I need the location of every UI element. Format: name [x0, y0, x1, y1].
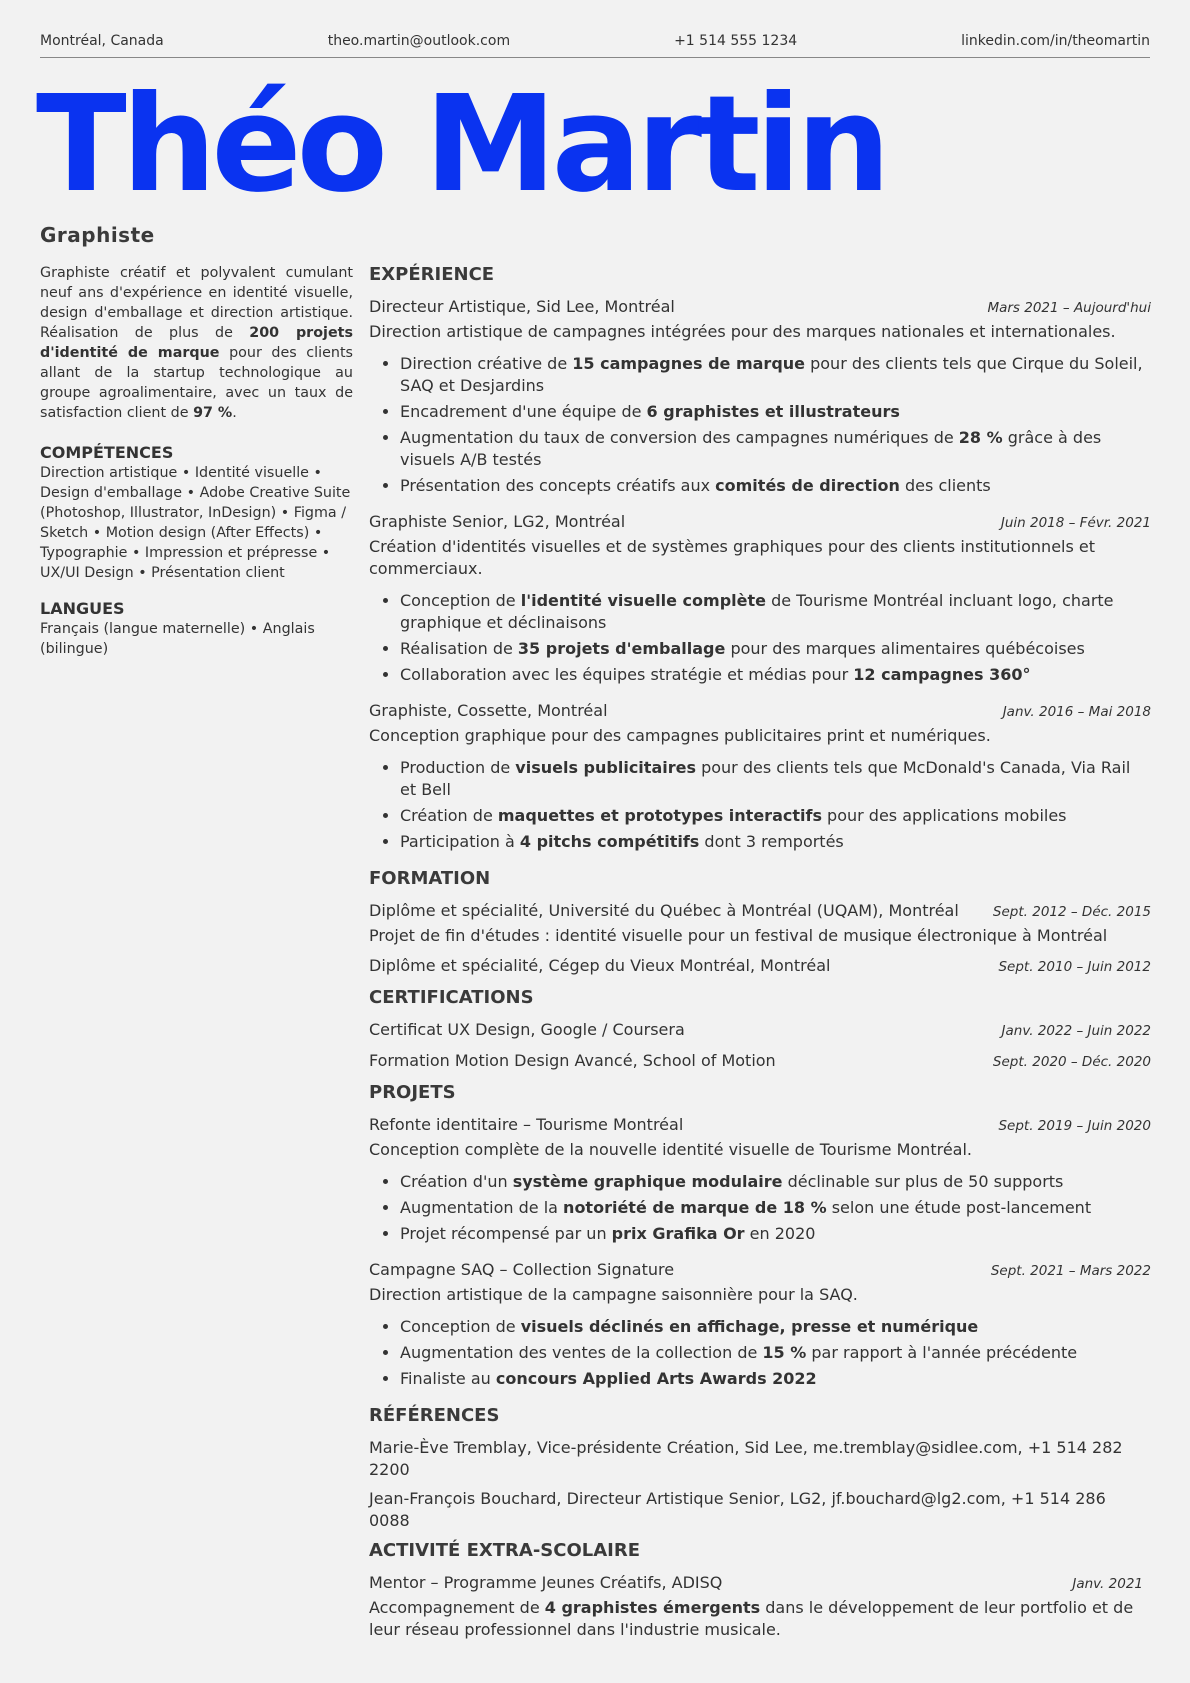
- bullet-highlight: 12 campagnes 360°: [853, 665, 1031, 684]
- bullet-text: en 2020: [744, 1224, 816, 1243]
- bullet-item: [400, 401, 1151, 423]
- entry: [369, 1050, 1151, 1073]
- bullet-item: [400, 427, 1151, 471]
- bullet-text: selon une étude post-lancement: [826, 1198, 1092, 1217]
- summary-text: pour des clients allant de la startup technologique au groupe agroalimentaire, avec un taux de satisfaction client de: [40, 345, 353, 421]
- bullet-highlight: 35 projets d'emballage: [517, 639, 726, 658]
- summary-text: Graphiste créatif et polyvalent cumulant neuf ans d'expérience en identité visuelle, design d'emballage et direction artistique. Réalisation de plus de: [40, 265, 353, 341]
- bullet-text: Production de: [400, 758, 516, 777]
- entry-header: [369, 1114, 1151, 1137]
- experience-list: [369, 296, 1151, 853]
- entry-description: Direction artistique de campagnes intégrées pour des marques nationales et internationales.: [369, 322, 1116, 341]
- languages-list: Français (langue maternelle) • Anglais (bilingue): [40, 621, 315, 657]
- bullet-text: Présentation des concepts créatifs aux: [400, 476, 716, 495]
- bullet-highlight: concours Applied Arts Awards 2022: [495, 1369, 817, 1388]
- entry-header: [369, 1259, 1151, 1282]
- entry-title: Diplôme et spécialité, Cégep du Vieux Montréal, Montréal: [369, 956, 831, 975]
- bullet-item: [400, 638, 1151, 660]
- page-title: Théo Martin: [36, 68, 886, 222]
- bullet-highlight: l'identité visuelle complète: [520, 591, 766, 610]
- desc-text: Accompagnement de: [369, 1598, 545, 1617]
- entry-description: Conception complète de la nouvelle identité visuelle de Tourisme Montréal.: [369, 1140, 972, 1159]
- desc-text: dans le développement de leur portfolio et de leur réseau professionnel dans l'industrie musicale.: [369, 1598, 1134, 1639]
- location: Montréal, Canada: [40, 33, 164, 49]
- bullet-highlight: système graphique modulaire: [512, 1172, 783, 1191]
- bullet-item: [400, 1223, 1151, 1245]
- reference-item: Marie-Ève Tremblay, Vice-présidente Création, Sid Lee, me.tremblay@sidlee.com, +1 514 282 2200: [369, 1438, 1123, 1479]
- bullet-highlight: 28 %: [958, 428, 1003, 447]
- bullet-list: [369, 590, 1151, 686]
- bullet-item: [400, 1171, 1151, 1193]
- bullet-highlight: notoriété de marque de 18 %: [563, 1198, 827, 1217]
- bullet-highlight: maquettes et prototypes interactifs: [497, 806, 822, 825]
- entry-description: Direction artistique de la campagne saisonnière pour la SAQ.: [369, 1285, 858, 1304]
- languages-heading: LANGUES: [40, 599, 125, 618]
- references-list: [369, 1437, 1151, 1532]
- entry-header: [369, 955, 1151, 978]
- entry: [369, 296, 1151, 497]
- bullet-item: [400, 1197, 1151, 1219]
- bullet-text: pour des applications mobiles: [821, 806, 1067, 825]
- contact-bar: [40, 32, 1150, 58]
- entry: [369, 700, 1151, 853]
- bullet-text: Encadrement d'une équipe de: [400, 402, 647, 421]
- entry: [369, 1019, 1151, 1042]
- entry-date: Sept. 2010 – Juin 2012: [998, 959, 1151, 975]
- email-link[interactable]: theo.martin@outlook.com: [327, 33, 511, 49]
- bullet-highlight: comités de direction: [715, 476, 900, 495]
- bullet-item: [400, 1316, 1151, 1338]
- summary: [40, 263, 353, 423]
- entry-date: Janv. 2021: [1072, 1576, 1143, 1592]
- bullet-item: [400, 664, 1151, 686]
- skills-heading: COMPÉTENCES: [40, 443, 174, 462]
- entry-header: [369, 900, 1151, 923]
- bullet-text: de Tourisme Montréal incluant logo, charte graphique et déclinaisons: [400, 591, 1114, 632]
- experience-heading: EXPÉRIENCE: [369, 264, 495, 285]
- bullet-text: pour des clients tels que McDonald's Canada, Via Rail et Bell: [400, 758, 1131, 799]
- bullet-highlight: visuels déclinés en affichage, presse et numérique: [520, 1317, 979, 1336]
- entry-title: Certificat UX Design, Google / Coursera: [369, 1020, 685, 1039]
- entry-header: [369, 700, 1151, 723]
- entry-title: Graphiste Senior, LG2, Montréal: [369, 512, 626, 531]
- entry-title: Diplôme et spécialité, Université du Québec à Montréal (UQAM), Montréal: [369, 901, 959, 920]
- entry-header: [369, 296, 1151, 319]
- entry: [369, 511, 1151, 686]
- summary-highlight: 200 projets d'identité de marque: [40, 325, 353, 361]
- entry-date: Sept. 2021 – Mars 2022: [990, 1263, 1151, 1279]
- bullet-item: [400, 1342, 1151, 1364]
- extra-heading: ACTIVITÉ EXTRA-SCOLAIRE: [369, 1540, 641, 1561]
- bullet-text: Direction créative de: [400, 354, 573, 373]
- entry-date: Mars 2021 – Aujourd'hui: [987, 300, 1151, 316]
- reference-item: Jean-François Bouchard, Directeur Artistique Senior, LG2, jf.bouchard@lg2.com, +1 514 286 0088: [369, 1489, 1106, 1530]
- bullet-item: [400, 757, 1151, 801]
- entry: [369, 955, 1151, 978]
- references-heading: RÉFÉRENCES: [369, 1405, 500, 1426]
- bullet-text: Projet récompensé par un: [400, 1224, 612, 1243]
- entry-description: [369, 1597, 1151, 1641]
- entry-description: Projet de fin d'études : identité visuelle pour un festival de musique électronique à Montréal: [369, 926, 1108, 945]
- entry-header: [369, 1019, 1151, 1042]
- bullet-text: des clients: [899, 476, 991, 495]
- entry: [369, 1259, 1151, 1390]
- bullet-text: Augmentation de la: [400, 1198, 564, 1217]
- bullet-highlight: visuels publicitaires: [515, 758, 696, 777]
- bullet-item: [400, 590, 1151, 634]
- bullet-text: Collaboration avec les équipes stratégie et médias pour: [400, 665, 854, 684]
- bullet-highlight: 15 %: [762, 1343, 807, 1362]
- bullet-item: [400, 475, 1151, 497]
- bullet-text: par rapport à l'année précédente: [806, 1343, 1078, 1362]
- summary-highlight: 97 %: [193, 405, 233, 421]
- bullet-text: Conception de: [400, 1317, 521, 1336]
- entry-title: Graphiste, Cossette, Montréal: [369, 701, 608, 720]
- entry-description: Création d'identités visuelles et de systèmes graphiques pour des clients institutionnels et commerciaux.: [369, 537, 1096, 578]
- bullet-list: [369, 757, 1151, 853]
- bullet-highlight: 6 graphistes et illustrateurs: [646, 402, 900, 421]
- bullet-highlight: prix Grafika Or: [611, 1224, 745, 1243]
- bullet-text: Participation à: [400, 832, 520, 851]
- bullet-item: [400, 805, 1151, 827]
- bullet-text: pour des clients tels que Cirque du Soleil, SAQ et Desjardins: [400, 354, 1143, 395]
- projects-list: [369, 1114, 1151, 1390]
- entry-title: Formation Motion Design Avancé, School of Motion: [369, 1051, 776, 1070]
- projects-heading: PROJETS: [369, 1082, 456, 1103]
- entry-date: Sept. 2020 – Déc. 2020: [992, 1054, 1151, 1070]
- bullet-list: [369, 1316, 1151, 1390]
- job-role: Graphiste: [40, 223, 155, 247]
- bullet-text: Création de: [400, 806, 498, 825]
- certifications-heading: CERTIFICATIONS: [369, 987, 534, 1008]
- education-heading: FORMATION: [369, 868, 491, 889]
- entry-header: [369, 1050, 1151, 1073]
- bullet-text: Création d'un: [400, 1172, 513, 1191]
- bullet-text: déclinable sur plus de 50 supports: [782, 1172, 1064, 1191]
- right-column: [369, 263, 1151, 1655]
- bullet-text: dont 3 remportés: [699, 832, 844, 851]
- extra-entry: [369, 1572, 1151, 1641]
- entry-title: Campagne SAQ – Collection Signature: [369, 1260, 675, 1279]
- bullet-list: [369, 353, 1151, 497]
- entry-description: Conception graphique pour des campagnes publicitaires print et numériques.: [369, 726, 991, 745]
- bullet-text: Augmentation du taux de conversion des campagnes numériques de: [400, 428, 959, 447]
- entry: [369, 1114, 1151, 1245]
- desc-highlight: 4 graphistes émergents: [544, 1598, 761, 1617]
- bullet-text: pour des marques alimentaires québécoises: [725, 639, 1085, 658]
- certifications-list: [369, 1019, 1151, 1073]
- education-list: [369, 900, 1151, 978]
- entry-date: Sept. 2012 – Déc. 2015: [992, 904, 1151, 920]
- bullet-text: Réalisation de: [400, 639, 518, 658]
- bullet-text: Finaliste au: [400, 1369, 496, 1388]
- phone-link[interactable]: +1 514 555 1234: [674, 33, 798, 49]
- bullet-text: Conception de: [400, 591, 521, 610]
- bullet-item: [400, 831, 1151, 853]
- bullet-text: Augmentation des ventes de la collection de: [400, 1343, 763, 1362]
- entry-title: Directeur Artistique, Sid Lee, Montréal: [369, 297, 675, 316]
- bullet-item: [400, 353, 1151, 397]
- entry-date: Janv. 2022 – Juin 2022: [1001, 1023, 1151, 1039]
- bullet-highlight: 15 campagnes de marque: [572, 354, 806, 373]
- summary-text: .: [232, 405, 237, 421]
- bullet-list: [369, 1171, 1151, 1245]
- bullet-highlight: 4 pitchs compétitifs: [519, 832, 700, 851]
- entry-title: Mentor – Programme Jeunes Créatifs, ADISQ: [369, 1573, 723, 1592]
- entry-date: Sept. 2019 – Juin 2020: [998, 1118, 1151, 1134]
- entry: [369, 900, 1151, 947]
- linkedin-link[interactable]: linkedin.com/in/theomartin: [961, 33, 1150, 49]
- entry-header: [369, 511, 1151, 534]
- entry-title: Refonte identitaire – Tourisme Montréal: [369, 1115, 684, 1134]
- bullet-text: grâce à des visuels A/B testés: [400, 428, 1102, 469]
- left-column: [40, 263, 353, 675]
- entry-date: Janv. 2016 – Mai 2018: [1002, 704, 1151, 720]
- bullet-item: [400, 1368, 1151, 1390]
- skills-list: Direction artistique • Identité visuelle • Design d'emballage • Adobe Creative Suite (Photoshop, Illustrator, InDesign) • Figma / Sketch • Motion design (After Effects) • Typographie • Impression et prépresse • UX/UI Design • Présentation client: [40, 465, 351, 581]
- entry-date: Juin 2018 – Févr. 2021: [1000, 515, 1151, 531]
